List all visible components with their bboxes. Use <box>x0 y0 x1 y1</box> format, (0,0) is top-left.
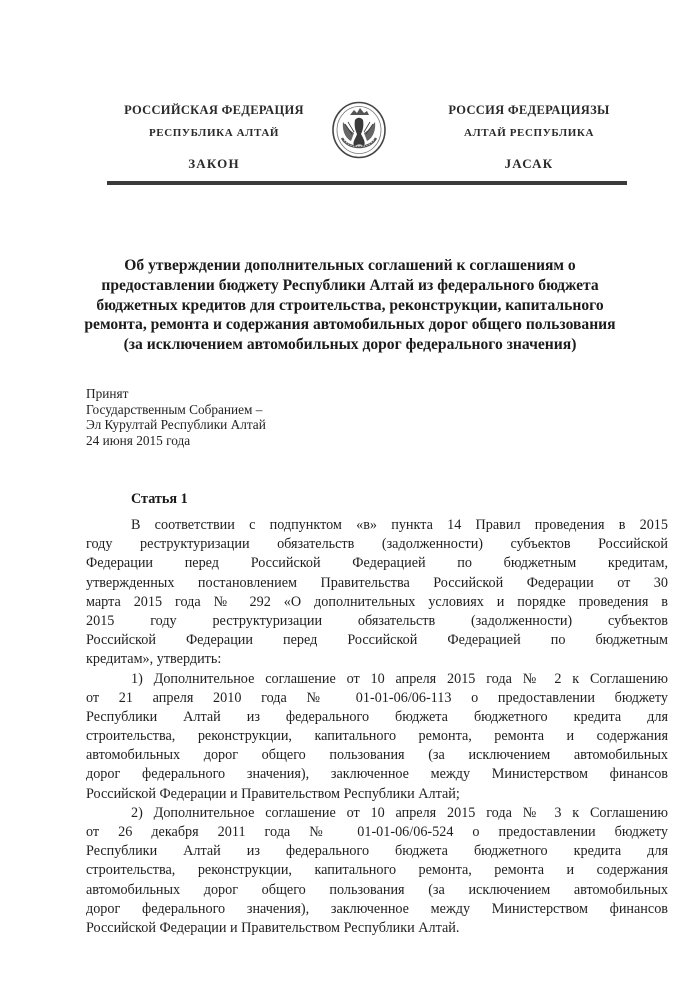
text-line: автомобильных дорог общего пользования (за исключением автомобильных <box>86 881 668 898</box>
text-line: кредитам», утвердить: <box>86 651 222 668</box>
adoption-info <box>86 386 266 448</box>
adoption-line: Государственным Собранием – <box>86 401 263 417</box>
header-right-doctype: JАСАК <box>504 156 554 171</box>
header-divider <box>107 181 627 185</box>
text-line: В соответствии с подпунктом «в» пункта 14 Правил проведения в 2015 <box>131 517 668 533</box>
article-paragraph-intro <box>86 516 668 670</box>
text-line: 1) Дополнительное соглашение от 10 апреля 2015 года № 2 к Соглашению <box>131 670 668 687</box>
article-heading: Статья 1 <box>131 491 188 507</box>
header-right-block <box>414 102 644 172</box>
document-title <box>80 256 620 355</box>
title-line: бюджетных кредитов для строительства, реконструкции, капитального <box>96 296 604 314</box>
title-line: ремонта, ремонта и содержания автомобильных дорог общего пользования <box>84 316 616 334</box>
text-line: Российской Федерации и Правительством Республики Алтай; <box>86 785 460 802</box>
text-line: дорог федерального значения), заключенное между Министерством финансов <box>86 900 668 917</box>
text-line: дорог федерального значения), заключенное между Министерством финансов <box>86 766 668 783</box>
text-line: Российской Федерации и Правительством Республики Алтай. <box>86 919 460 936</box>
title-line: предоставлении бюджету Республики Алтай из федерального бюджета <box>101 276 599 294</box>
text-line: строительства, реконструкции, капитального ремонта, ремонта и содержания <box>86 862 668 879</box>
header-left-block <box>99 102 329 172</box>
title-line: (за исключением автомобильных дорог федерального значения) <box>123 336 577 354</box>
article-item-1 <box>86 670 668 804</box>
text-line: утвержденных постановлением Правительства Российской Федерации от 30 <box>86 574 668 591</box>
text-line: от 21 апреля 2010 года № 01-01-06/06-113 о предоставлении бюджету <box>86 689 668 706</box>
text-line: Республики Алтай из федерального бюджета бюджетного кредита для <box>86 843 668 860</box>
header-right-country: РОССИЯ ФЕДЕРАЦИЯЗЫ <box>448 103 610 117</box>
adoption-line: Принят <box>86 386 129 401</box>
text-line: 2015 году реструктуризации обязательств (задолженности) субъектов <box>86 612 668 629</box>
header-right-republic: АЛТАЙ РЕСПУБЛИКА <box>463 127 595 139</box>
text-line: году реструктуризации обязательств (задолженности) субъектов Российской <box>86 536 668 553</box>
article-item-2 <box>86 804 668 938</box>
header-left-doctype: ЗАКОН <box>188 156 240 171</box>
adoption-line: Эл Курултай Республики Алтай <box>86 417 266 433</box>
text-line: от 26 декабря 2011 года № 01-01-06/06-524 о предоставлении бюджету <box>86 824 668 840</box>
adoption-date: 24 июня 2015 года <box>86 432 191 448</box>
text-line: строительства, реконструкции, капитального ремонта, ремонта и содержания <box>86 728 668 745</box>
text-line: Российской Федерации перед Российской Федерацией по бюджетным <box>86 632 668 649</box>
text-line: марта 2015 года № 292 «О дополнительных условиях и порядке проведения в <box>86 593 668 610</box>
text-line: Федерации перед Российской Федерацией по бюджетным кредитам, <box>86 555 668 572</box>
article-body <box>86 516 668 938</box>
text-line: Республики Алтай из федерального бюджета бюджетного кредита для <box>86 708 668 725</box>
text-line: автомобильных дорог общего пользования (за исключением автомобильных <box>86 747 668 764</box>
header-left-republic: РЕСПУБЛИКА АЛТАЙ <box>148 127 280 139</box>
text-line: 2) Дополнительное соглашение от 10 апреля 2015 года № 3 к Соглашению <box>131 804 668 821</box>
header-left-country: РОССИЙСКАЯ ФЕДЕРАЦИЯ <box>124 103 304 117</box>
coat-of-arms-icon <box>330 100 388 160</box>
title-line: Об утверждении дополнительных соглашений к соглашениям о <box>124 257 576 274</box>
